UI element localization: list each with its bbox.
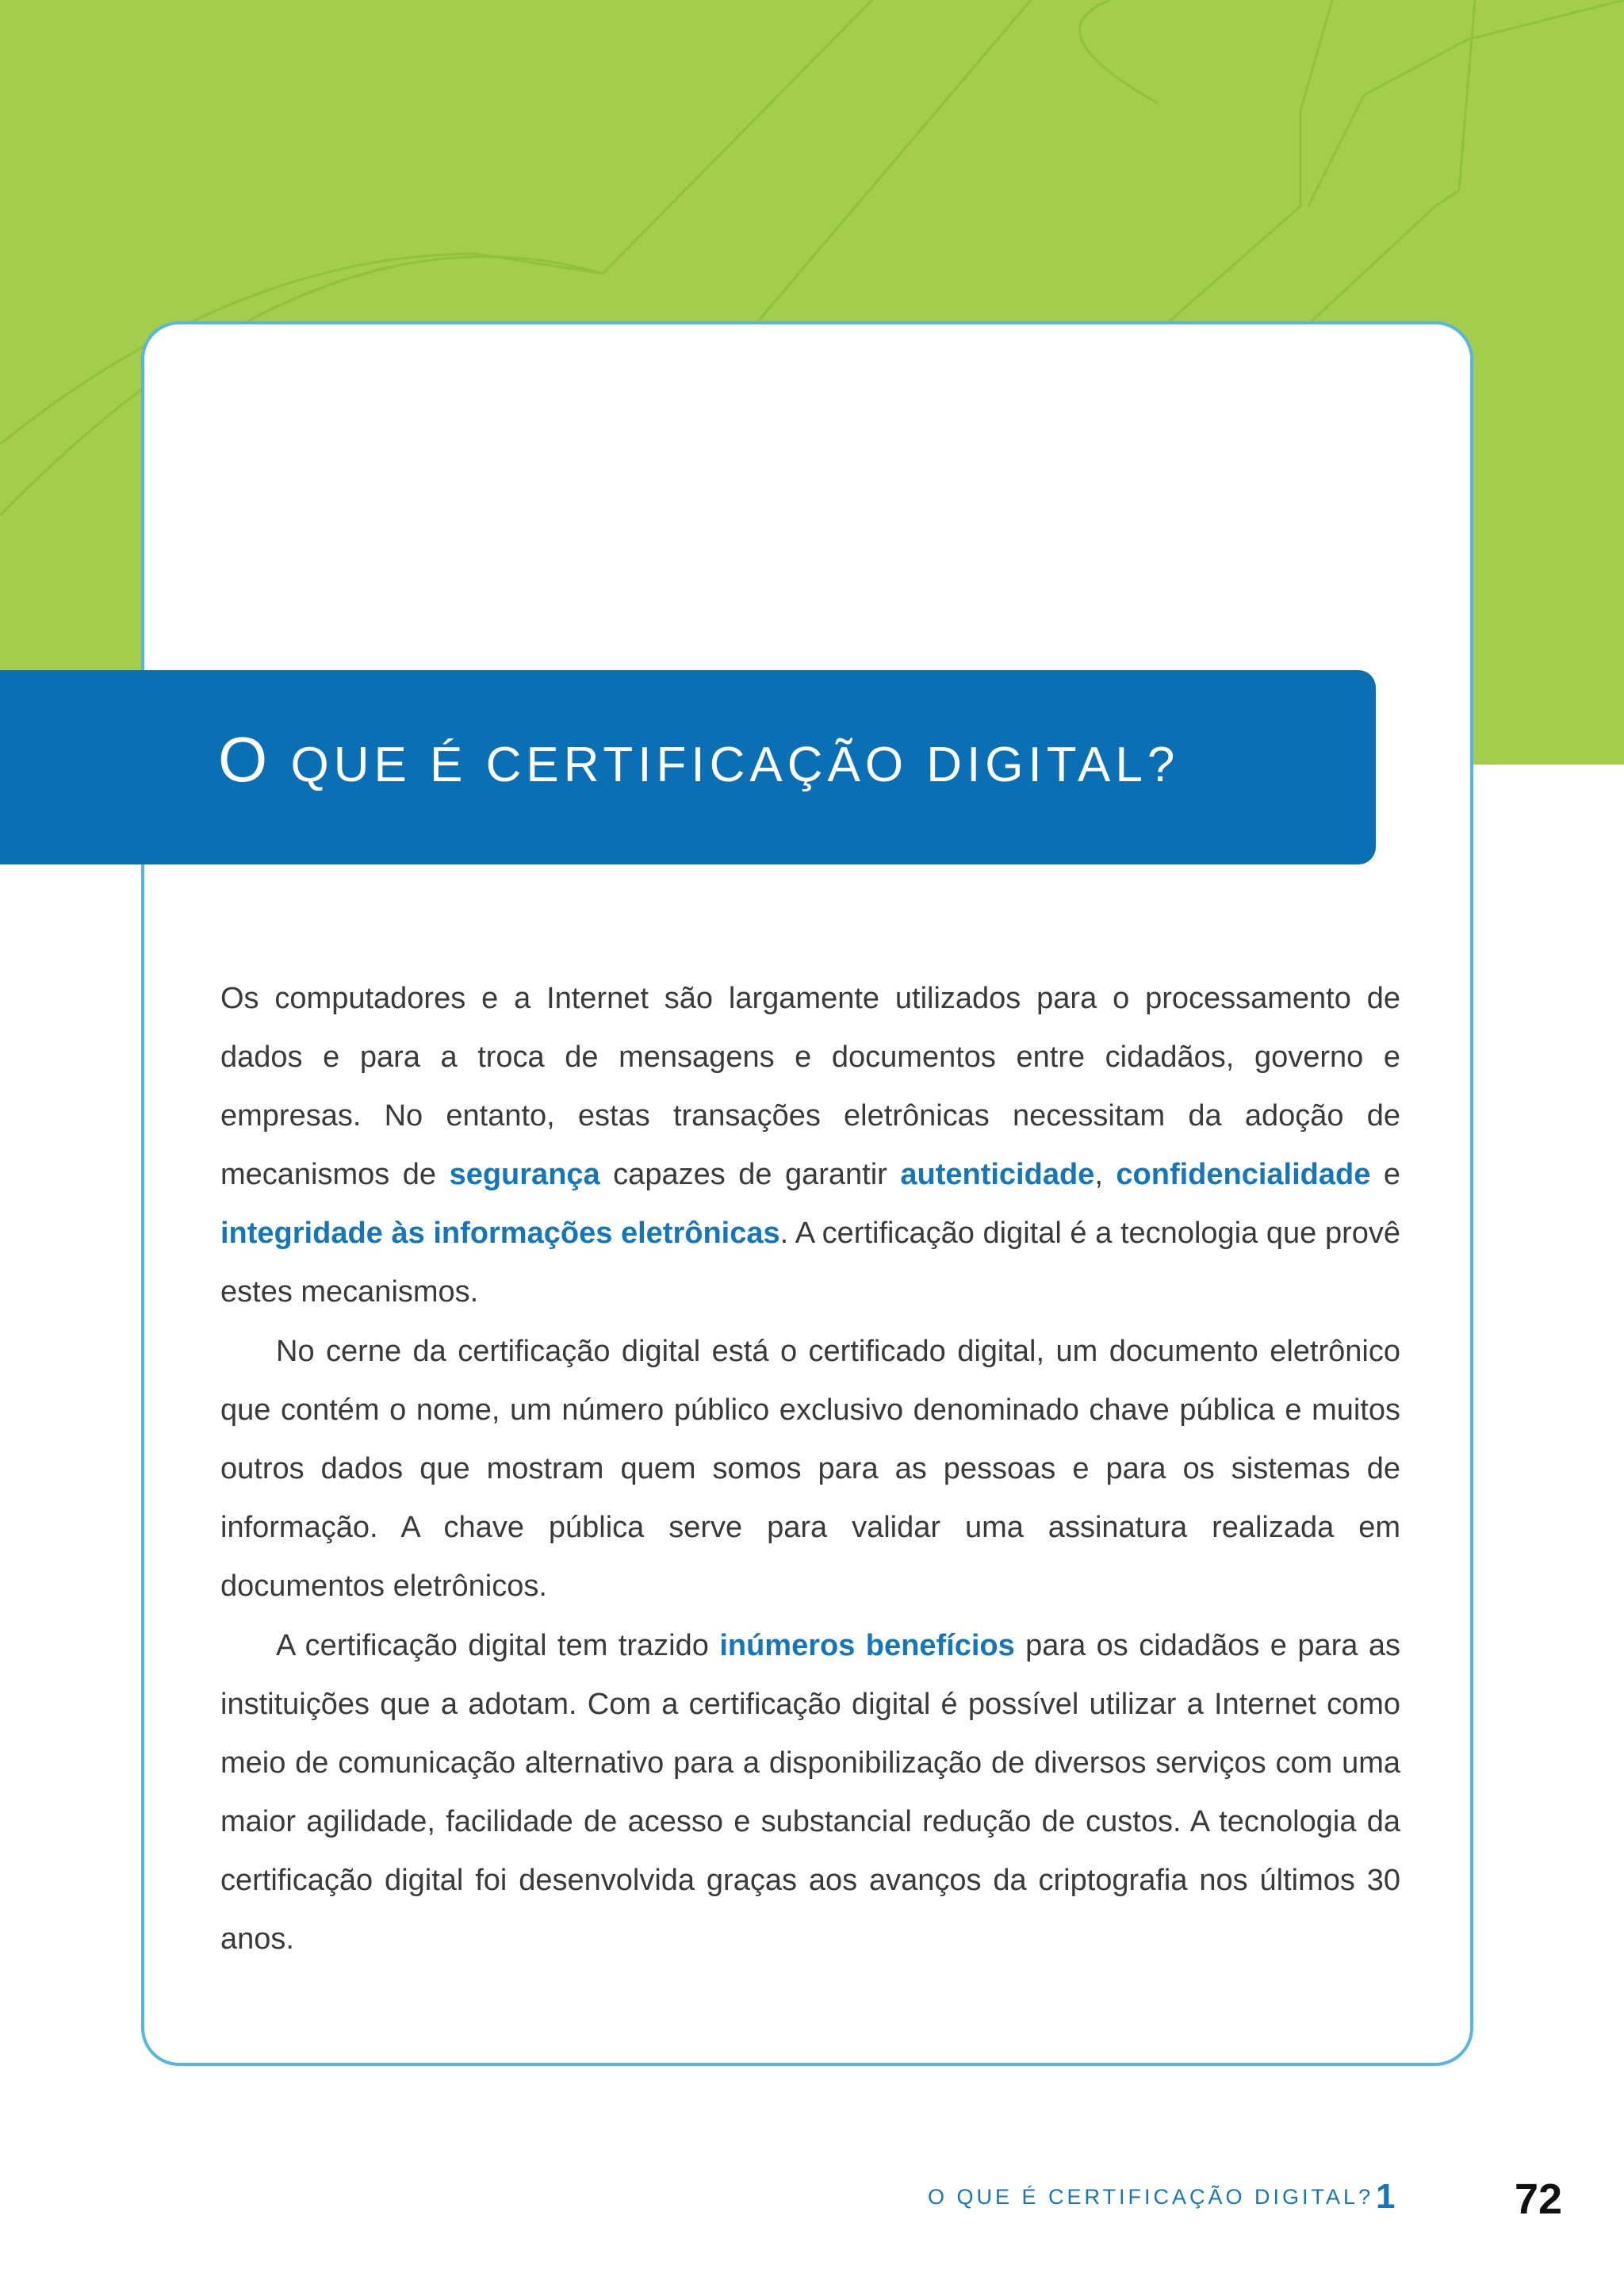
p1-text-4: e	[1370, 1158, 1400, 1191]
page-number: 72	[1515, 2175, 1563, 2223]
p1-text-3: ,	[1094, 1158, 1116, 1191]
footer-section-title-text: O QUE É CERTIFICAÇÃO DIGITAL?	[928, 2185, 1374, 2209]
p3-text-2: para os cidadãos e para as instituições que a adotam. Com a certificação digital é possível utilizar a Internet como meio de comunicação alternativo para a disponibilização de diversos serviços com uma maior agilidade, facilidade de acesso e substancial redução de custos. A tecnologia da certificação digital foi desenvolvida graças aos avanços da criptografia nos últimos 30 anos.	[220, 1629, 1400, 1956]
p3-text-1: A certificação digital tem trazido	[276, 1629, 720, 1662]
p1-text-2: capazes de garantir	[599, 1158, 901, 1191]
title-rest: QUE É CERTIFICAÇÃO DIGITAL?	[290, 738, 1180, 792]
p1-text-5: . A certificação digital é a tecnologia que provê estes mecanismos.	[220, 1217, 1400, 1309]
page-title	[218, 724, 1180, 795]
p1-highlight-integridade: integridade às informações eletrônicas	[220, 1217, 780, 1250]
p1-text-1: Os computadores e a Internet são largamente utilizados para o processamento de dados e para a troca de mensagens e documentos entre cidadãos, governo e empresas. No entanto, estas transações eletrônicas necessitam da adoção de mecanismos de	[220, 982, 1400, 1191]
footer-chapter-number: 1	[1376, 2177, 1396, 2216]
p2-text-1: No cerne da certificação digital está o certificado digital, um documento eletrônico que contém o nome, um número público exclusivo denominado chave pública e muitos outros dados que mostram quem somos para as pessoas e para os sistemas de informação. A chave pública serve para validar uma assinatura realizada em documentos eletrônicos.	[220, 1335, 1400, 1603]
title-initial: O	[218, 724, 273, 795]
p1-highlight-confidencialidade: confidencialidade	[1116, 1158, 1371, 1191]
p3-highlight-beneficios: inúmeros benefícios	[719, 1629, 1015, 1662]
p1-highlight-seguranca: segurança	[449, 1158, 600, 1191]
paragraph-3	[220, 1616, 1400, 1968]
paragraph-2	[220, 1322, 1400, 1616]
footer-section-title	[928, 2185, 1373, 2210]
paragraph-1	[220, 969, 1400, 1321]
p1-highlight-autenticidade: autenticidade	[900, 1158, 1095, 1191]
